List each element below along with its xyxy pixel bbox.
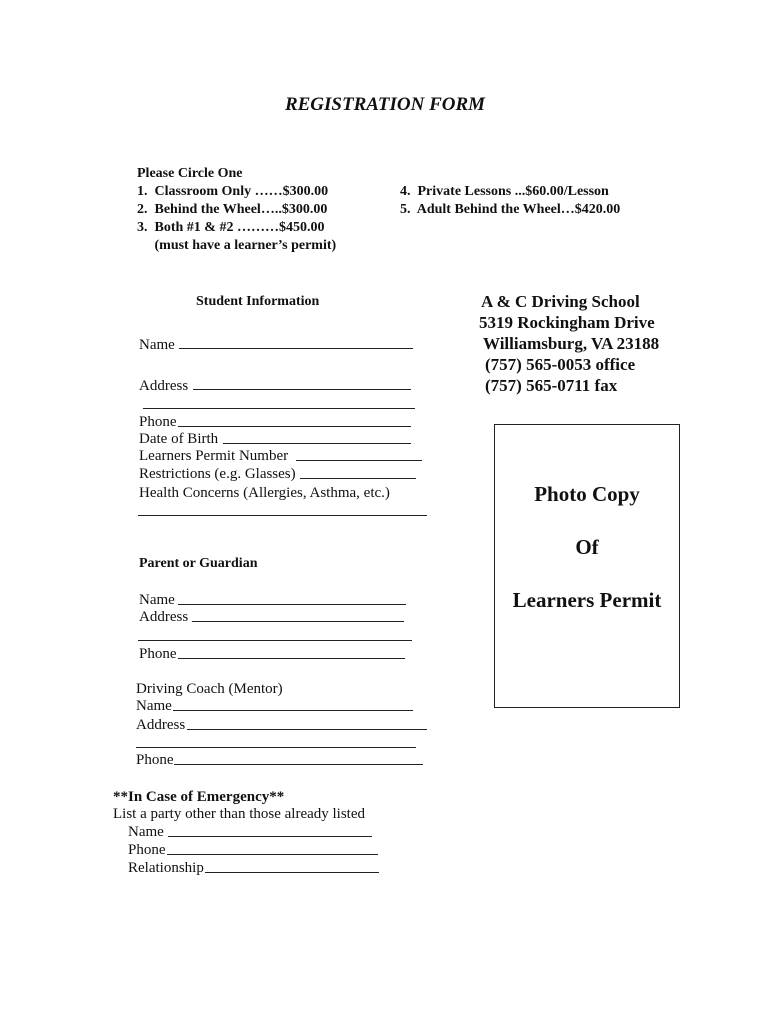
student-restrictions-label: Restrictions (e.g. Glasses) xyxy=(139,466,296,482)
photo-box-line3: Learners Permit xyxy=(512,588,662,612)
student-phone-field[interactable] xyxy=(178,426,411,427)
parent-phone-field[interactable] xyxy=(178,658,405,659)
coach-address-label: Address xyxy=(136,717,186,733)
coach-phone-field[interactable] xyxy=(174,764,423,765)
school-city: Williamsburg, VA 23188 xyxy=(483,334,660,353)
photo-box-line2: Of xyxy=(575,535,599,559)
option-both[interactable]: 3. Both #1 & #2 ………$450.00 xyxy=(137,220,325,235)
emergency-phone-field[interactable] xyxy=(167,854,378,855)
emergency-name-field[interactable] xyxy=(168,836,372,837)
student-dob-label: Date of Birth xyxy=(139,431,219,447)
option-private-lessons[interactable]: 4. Private Lessons ...$60.00/Lesson xyxy=(400,184,609,199)
emergency-subheading: List a party other than those already listed xyxy=(113,806,366,822)
option-classroom[interactable]: 1. Classroom Only ……$300.00 xyxy=(137,184,329,199)
school-fax: (757) 565-0711 fax xyxy=(485,376,618,395)
student-name-label: Name xyxy=(139,337,175,353)
school-name: A & C Driving School xyxy=(481,292,640,311)
school-office-phone: (757) 565-0053 office xyxy=(485,355,636,374)
form-title: REGISTRATION FORM xyxy=(284,94,486,115)
parent-name-label: Name xyxy=(139,592,175,608)
emergency-relationship-field[interactable] xyxy=(205,872,379,873)
options-heading: Please Circle One xyxy=(137,166,243,181)
student-address-field[interactable] xyxy=(193,389,411,390)
option-adult-behind-wheel[interactable]: 5. Adult Behind the Wheel…$420.00 xyxy=(400,202,621,217)
coach-phone-label: Phone xyxy=(136,752,174,768)
coach-address-field-2[interactable] xyxy=(136,747,416,748)
permit-photo-box xyxy=(494,424,680,708)
parent-phone-label: Phone xyxy=(139,646,177,662)
school-street: 5319 Rockingham Drive xyxy=(479,313,655,332)
coach-name-field[interactable] xyxy=(173,710,413,711)
student-address-field-2[interactable] xyxy=(143,408,415,409)
parent-heading: Parent or Guardian xyxy=(139,556,258,571)
parent-address-label: Address xyxy=(139,609,189,625)
coach-address-field[interactable] xyxy=(187,729,427,730)
parent-address-field-2[interactable] xyxy=(138,640,412,641)
emergency-relationship-label: Relationship xyxy=(128,860,204,876)
option-behind-wheel[interactable]: 2. Behind the Wheel…..$300.00 xyxy=(137,202,328,217)
student-permit-field[interactable] xyxy=(296,460,422,461)
coach-name-label: Name xyxy=(136,698,172,714)
option-both-note: (must have a learner’s permit) xyxy=(137,238,337,253)
student-name-field[interactable] xyxy=(179,348,413,349)
emergency-name-label: Name xyxy=(128,824,164,840)
student-dob-field[interactable] xyxy=(223,443,411,444)
photo-box-line1: Photo Copy xyxy=(534,482,640,506)
student-phone-label: Phone xyxy=(139,414,177,430)
student-heading: Student Information xyxy=(196,294,320,309)
emergency-heading: **In Case of Emergency** xyxy=(113,789,285,805)
coach-heading: Driving Coach (Mentor) xyxy=(136,681,283,697)
emergency-phone-label: Phone xyxy=(128,842,166,858)
parent-address-field[interactable] xyxy=(192,621,404,622)
parent-name-field[interactable] xyxy=(178,604,406,605)
student-address-label: Address xyxy=(139,378,189,394)
student-restrictions-field[interactable] xyxy=(300,478,416,479)
student-health-label: Health Concerns (Allergies, Asthma, etc.) xyxy=(139,485,390,501)
student-permit-label: Learners Permit Number xyxy=(139,448,289,464)
student-health-field[interactable] xyxy=(138,515,427,516)
